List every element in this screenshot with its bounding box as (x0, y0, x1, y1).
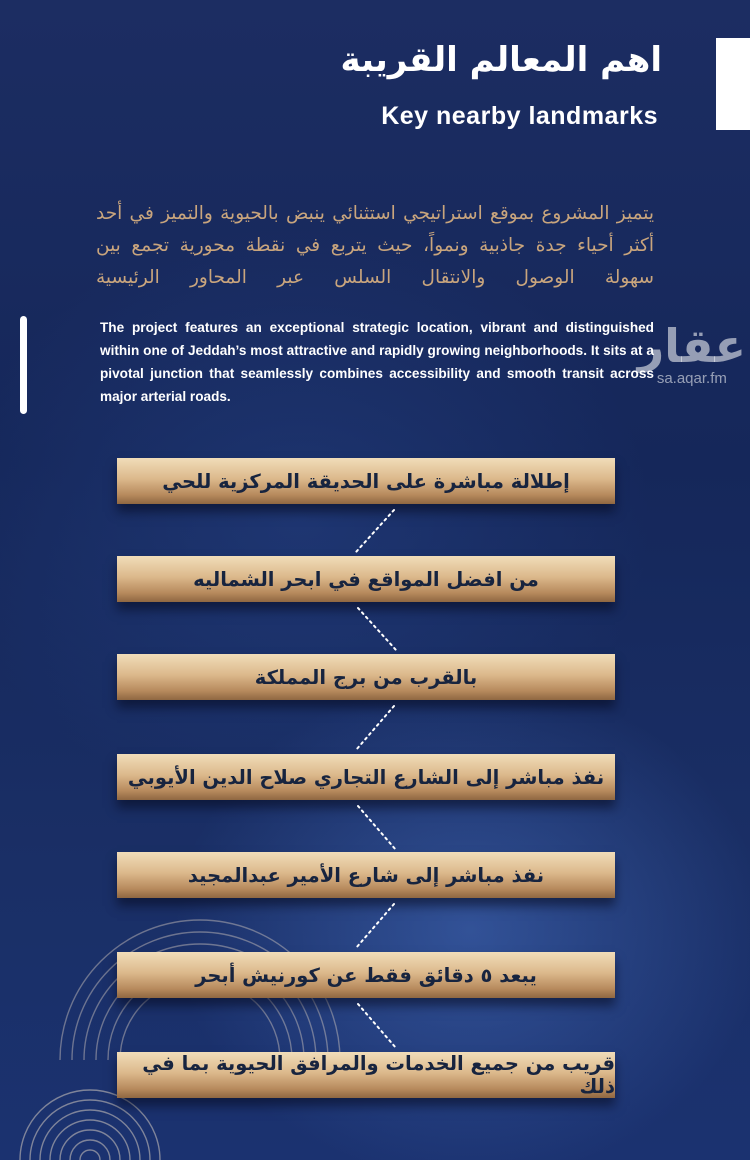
landmark-item (117, 654, 615, 700)
landmark-label: بالقرب من برج المملكة (254, 665, 478, 689)
landmark-label: قريب من جميع الخدمات والمرافق الحيوية بما في ذلك (142, 1052, 615, 1098)
description-arabic: يتميز المشروع بموقع استراتيجي استثنائي ينبض بالحيوية والتميز في أحد أكثر أحياء جدة جاذبية ونمواً، حيث يتربع في نقطة محورية تجمع بين سهولة الوصول والانتقال السلس عبر المحاور الرئيسية (96, 203, 654, 288)
dotted-connector (352, 1002, 402, 1050)
dotted-connector (352, 606, 402, 652)
landmark-label: من افضل المواقع في ابحر الشماليه (193, 567, 539, 591)
landmark-label: يبعد ٥ دقائق فقط عن كورنيش أبحر (195, 963, 537, 987)
description-english: The project features an exceptional strategic location, vibrant and distinguished within one of Jeddah’s most attractive and rapidly growing neighborhoods. It sits at a pivotal junction that seamlessly combines accessibility and smooth transit across major arterial roads. (100, 320, 654, 404)
landmark-item (117, 852, 615, 898)
landmark-label: إطلالة مباشرة على الحديقة المركزية للحي (162, 469, 570, 493)
page-title-arabic: اهم المعالم القريبة (340, 40, 662, 80)
dotted-connector (350, 704, 400, 752)
landmark-item (117, 1052, 615, 1098)
watermark-logo: عقار (637, 319, 746, 373)
landmark-label: نفذ مباشر إلى الشارع التجاري صلاح الدين الأيوبي (127, 765, 605, 789)
landmark-label: نفذ مباشر إلى شارع الأمير عبدالمجيد (187, 863, 545, 887)
dotted-connector (350, 508, 400, 554)
landmark-item (117, 754, 615, 800)
dotted-connector (352, 804, 402, 852)
landmark-item (117, 952, 615, 998)
landmark-item (117, 556, 615, 602)
dotted-connector (350, 902, 400, 950)
landmark-item (117, 458, 615, 504)
watermark-url: sa.aqar.fm (656, 370, 727, 387)
page-title-english: Key nearby landmarks (381, 102, 658, 130)
